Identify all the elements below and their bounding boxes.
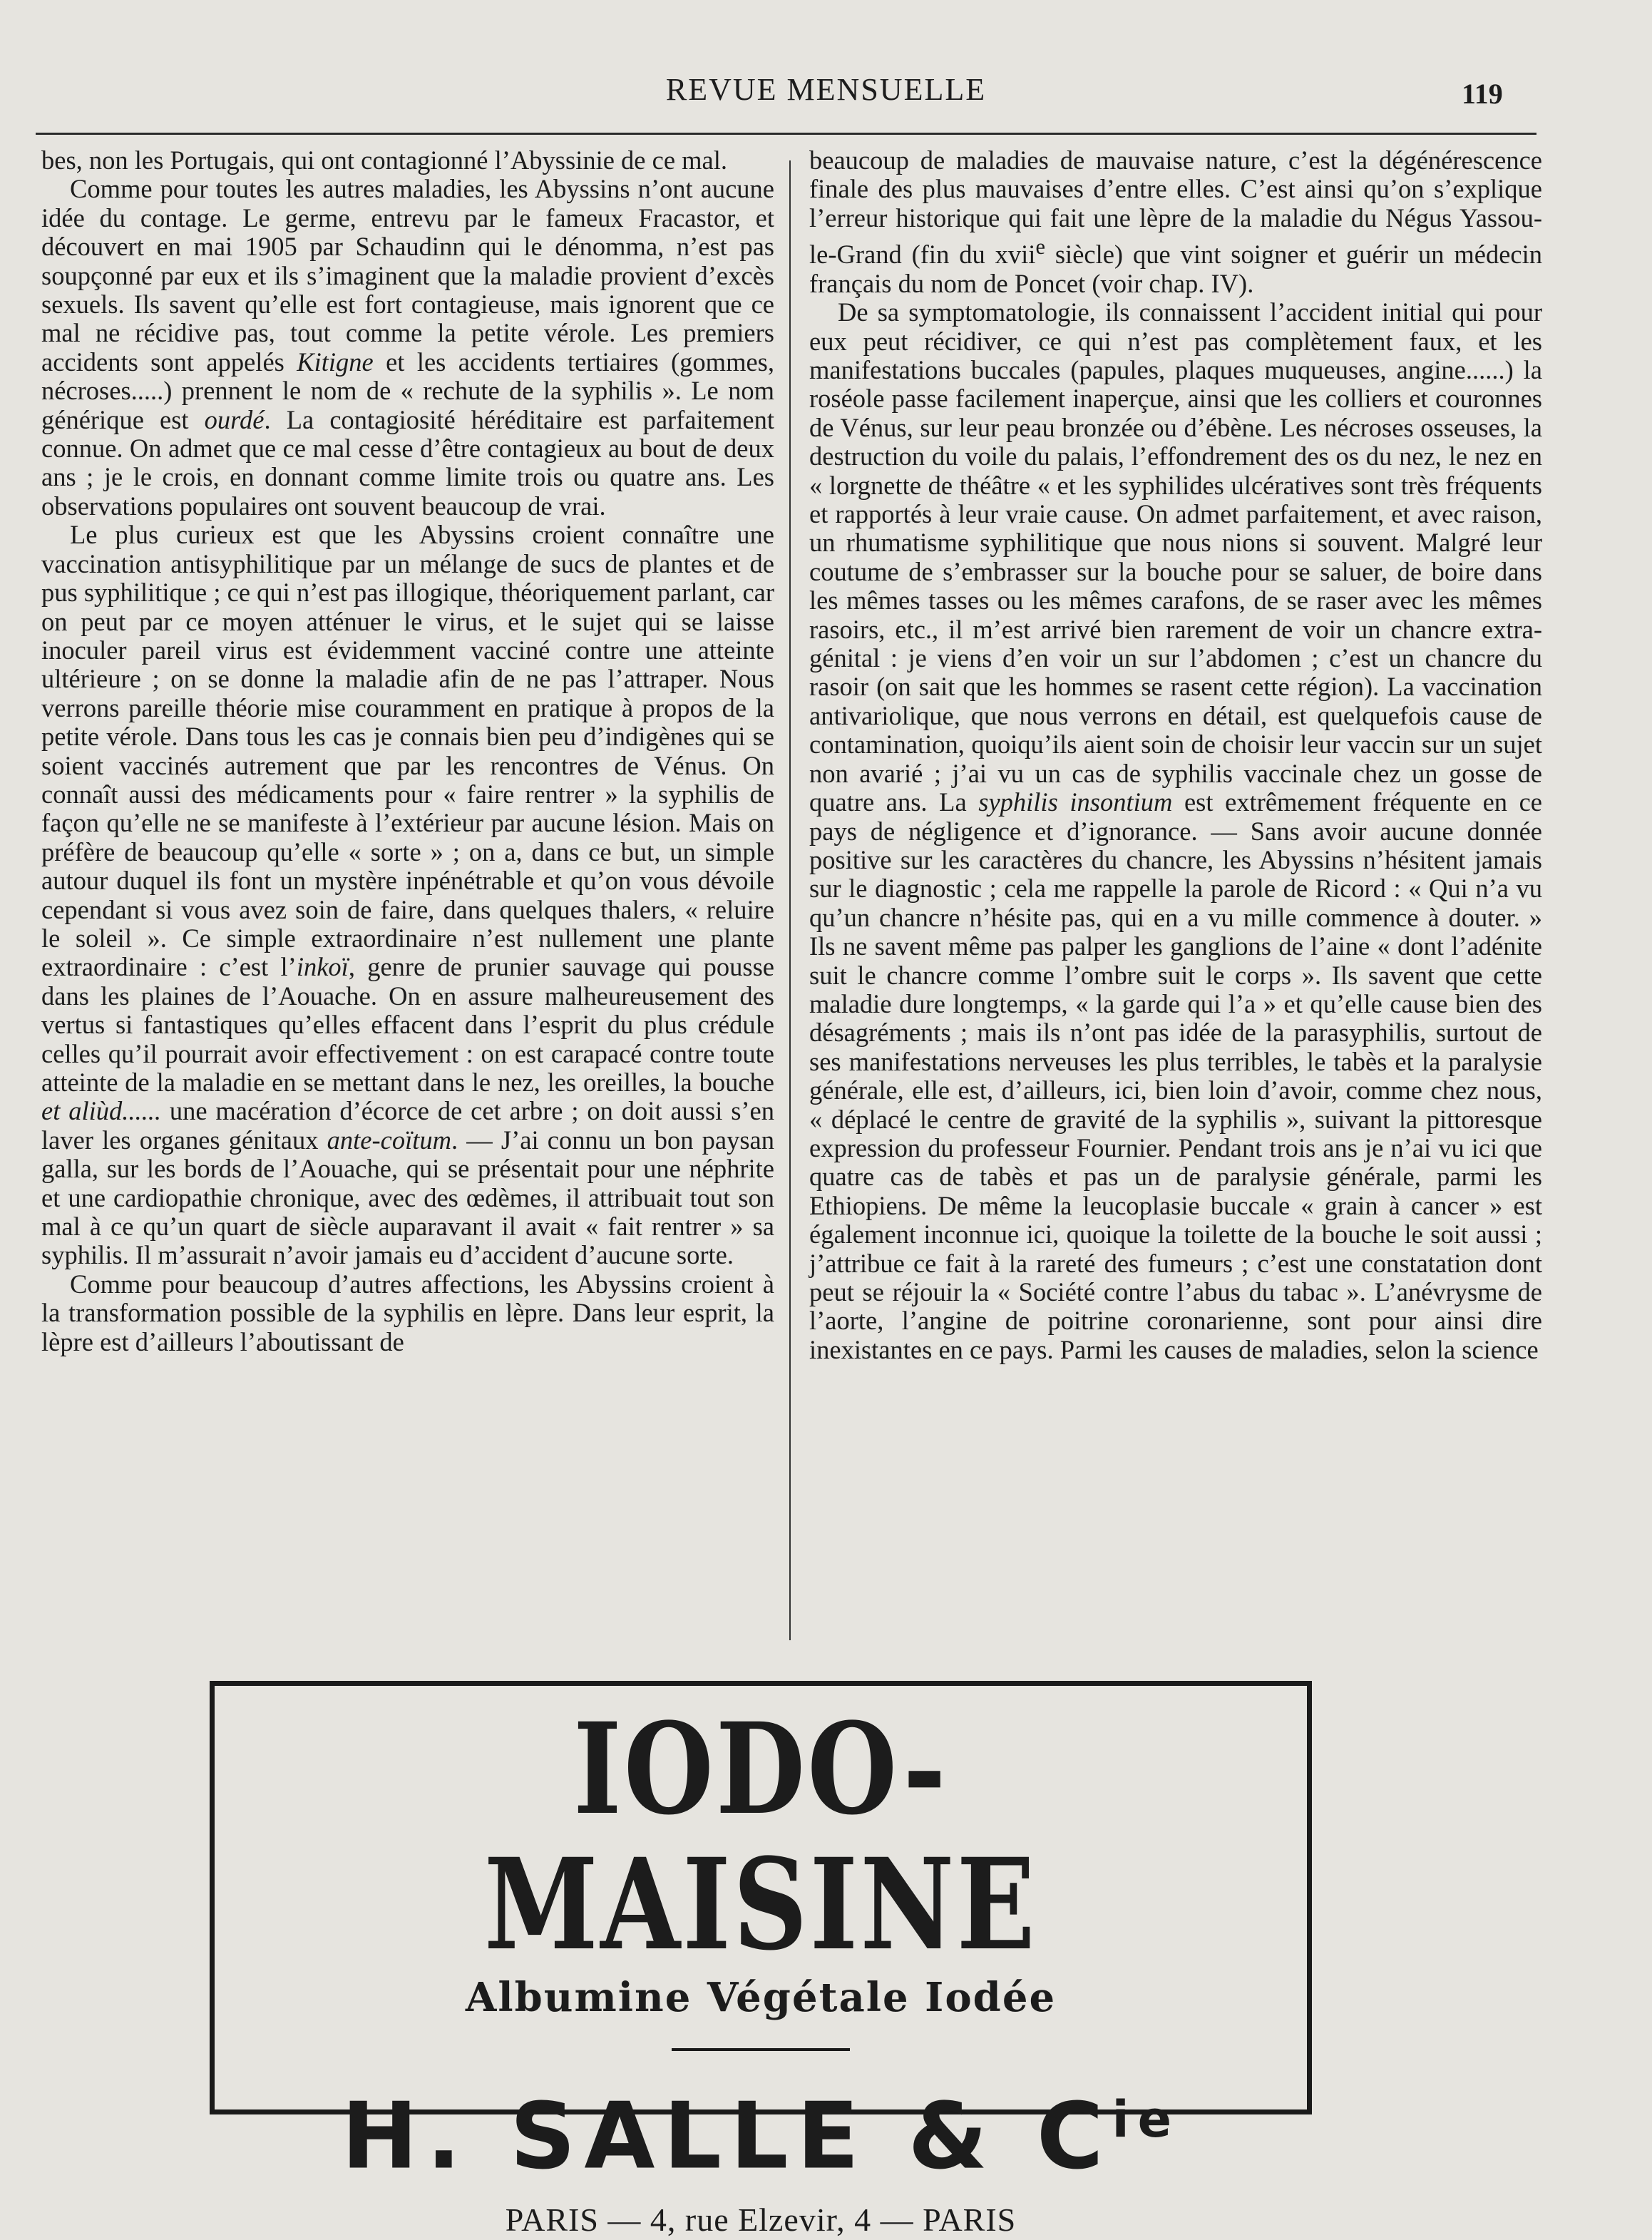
left-column bbox=[41, 146, 774, 1356]
italic-term: ourdé bbox=[204, 404, 265, 434]
century-superscript: e bbox=[1035, 235, 1045, 260]
paragraph bbox=[41, 146, 774, 175]
paragraph bbox=[809, 298, 1542, 1364]
paragraph-text: . La contagiosité héréditaire est parfaitement connue. On admet que ce mal cesse d’être contagieux au bout de deux ans ; je le crois, en donnant comme limite trois ou quatre ans. Les observations populaires ont souvent beaucoup de vrai. bbox=[41, 404, 775, 521]
paragraph bbox=[41, 175, 774, 521]
paragraph bbox=[41, 1270, 774, 1356]
century-numeral: xvii bbox=[995, 240, 1036, 270]
paragraph-text: Comme pour toutes les autres maladies, les Abyssins n’ont aucune idée du contage. Le germe, entrevu par le fameux Fracastor, et découvert en mai 1905 par Schaudinn qui le dénomma, n’est pas soupçonné par eux et ils s’imaginent que la maladie provient d’excès sexuels. Ils savent qu’elle est fort contagieuse, mais ignorent que ce mal ne récidive pas, tout comme la petite vérole. Les premiers accidents sont appelés bbox=[41, 174, 774, 377]
paragraph-text: Le plus curieux est que les Abyssins croient connaître une vaccination antisyphilitique par un mélange de sucs de plantes et de pus syphilitique ; ce qui n’est pas illogique, théoriquement parlant, car on peut par ce moyen atténuer le virus, et le sujet qui se laisse inoculer pareil virus est évidemment vacciné contre une atteinte ultérieure ; on se donne la maladie afin de ne pas l’attraper. Nous verrons pareille théorie mise couramment en pratique à propos de la petite vérole. Dans tous les cas je connais bien peu d’indigènes qui se soient vaccinés autrement que par les rencontres de Vénus. On connaît aussi des médicaments pour « faire rentrer » la syphilis de façon qu’elle ne se manifeste à l’extérieur par aucune lésion. Mais on préfère de beaucoup qu’elle « sorte » ; on a, dans ce but, un simple autour duquel ils font un mystère inpénétrable et qu’on vous dévoile cependant si vous avez soin de faire, dans quelques thalers, « reluire le soleil ». Ce simple extraordinaire n’est nullement une plante extraordinaire : c’est l’ bbox=[41, 520, 774, 982]
paragraph-text: beaucoup de maladies de mauvaise nature, c’est la dégénérescence finale des plus mauvaises d’entre elles. C’est ainsi qu’on s’explique l’erreur historique qui fait une lèpre de la maladie du Négus Yassou-le-Grand (fin du bbox=[809, 145, 1542, 270]
ad-brand-title: IODO-MAISINE bbox=[484, 1695, 1037, 1978]
italic-term: Kitigne bbox=[297, 347, 374, 377]
paragraph-text: siècle) que vint soigner et guérir un médecin français du nom de Poncet (voir chap. IV). bbox=[809, 240, 1542, 298]
paragraph-text: une macération d’écorce de cet arbre ; on doit aussi s’en laver les organes génitaux bbox=[41, 1096, 774, 1155]
paragraph-text: est extrêmement fréquente en ce pays de négligence et d’ignorance. — Sans avoir aucune donnée positive sur les caractères du chancre, les Abyssins n’hésitent jamais sur le diagnostic ; cela me rappelle la parole de Ricord : « Qui n’a vu qu’un chancre n’hésite pas, qui en a vu mille commence à douter. » Ils ne savent même pas palper les ganglions de l’aine « dont l’adénite suit le chancre comme l’ombre suit le corps ». Ils savent que cette maladie dure longtemps, « la garde qui l’a » et qu’elle cause bien des désagréments ; mais ils n’ont pas idée de la parasyphilis, surtout de ses manifestations nerveuses les plus terribles, le tabès et la paralysie générale, elle est, d’ailleurs, ici, bien loin d’avoir, comme chez nous, « déplacé le centre de gravité de la syphilis », suivant la pittoresque expression du professeur Fournier. Pendant trois ans je n’ai vu ici que quatre cas de tabès et pas un de paralysie générale, parmi les Ethiopiens. De même la leucoplasie buccale « grain à cancer » est également inconnue ici, quoique la toilette de la bouche le soit aussi ; j’attribue ce fait à la rareté des fumeurs ; c’est une constatation dont peut se réjouir la « Société contre l’abus du tabac ». L’anévrysme de l’aorte, l’angine de poitrine coronarienne, sont pour ainsi dire inexistantes en ce pays. Parmi les causes de maladies, selon la science bbox=[809, 787, 1543, 1364]
ad-subtitle: Albumine Végétale Iodée bbox=[465, 1974, 1057, 2021]
paragraph-text: bes, non les Portugais, qui ont contagionné l’Abyssinie de ce mal. bbox=[41, 145, 728, 175]
advertisement-box bbox=[210, 1681, 1312, 2238]
italic-term: inkoï bbox=[296, 952, 349, 982]
paragraph-text: Comme pour beaucoup d’autres affections, les Abyssins croient à la transformation possible de la syphilis en lèpre. Dans leur esprit, la lèpre est d’ailleurs l’aboutissant de bbox=[41, 1269, 774, 1356]
right-column bbox=[809, 146, 1542, 1364]
paragraph-text: , genre de prunier sauvage qui pousse dans les plaines de l’Aouache. On en assure malheureusement des vertus si fantastiques qu’elles effacent dans l’esprit du plus crédule celles qu’il pourrait avoir effectivement : on est carapacé contre toute atteinte de la maladie en se mettant dans le nez, les oreilles, la bouche bbox=[41, 952, 774, 1097]
italic-term: ante-coïtum bbox=[327, 1125, 451, 1155]
page-number: 119 bbox=[1462, 78, 1503, 110]
paragraph-text: et les accidents tertiaires (gommes, nécroses.....) prennent le nom de « rechute de la syphilis ». Le nom générique est bbox=[41, 347, 774, 434]
ad-divider bbox=[672, 2048, 850, 2051]
paragraph bbox=[41, 521, 774, 1270]
italic-term: et aliùd...... bbox=[41, 1096, 161, 1126]
paragraph-text: . — J’ai connu un bon paysan galla, sur les bords de l’Aouache, qui se présentait pour une néphrite et une cardiopathie chronique, avec des œdèmes, il attribuait tout son mal à ce qu’un quart de siècle auparavant il avait « fait rentrer » sa syphilis. Il m’assurait n’avoir jamais eu d’accident d’aucune sorte. bbox=[41, 1125, 775, 1270]
ad-company-superscript: ie bbox=[1112, 2090, 1181, 2149]
paragraph-text: De sa symptomatologie, ils connaissent l’accident initial qui pour eux peut récidiver, ce qui n’est pas complètement faux, et les manifestations buccales (papules, plaques muqueuses, angine......) la roséole passe facilement inaperçue, ainsi que les colliers et couronnes de Vénus, sur leur peau bronzée ou d’ébène. Les nécroses osseuses, la destruction du voile du palais, l’effondrement des os du nez, le nez en « lorgnette de théâtre « et les syphilides ulcératives sont très fréquents et rapportés à leur vraie cause. On admet parfaitement, et avec raison, un rhumatisme syphilitique que nous nions si souvent. Malgré leur coutume de s’embrasser sur la bouche pour se saluer, de boire dans les mêmes tasses ou les mêmes carafons, de se raser avec les mêmes rasoirs, etc., il m’est arrivé bien rarement de voir un chancre extra-génital : je viens d’en voir un sur l’abdomen ; c’est un chancre du rasoir (on sait que les hommes se rasent cette région). La vaccination antivariolique, que nous verrons en détail, est quelquefois cause de contamination, quoiqu’ils aient soin de choisir leur vaccin sur un sujet non avarié ; j’ai vu un cas de syphilis vaccinale chez un gosse de quatre ans. La bbox=[809, 297, 1542, 817]
italic-term: syphilis insontium bbox=[978, 787, 1173, 817]
paragraph bbox=[809, 146, 1542, 298]
running-header-title: REVUE MENSUELLE bbox=[665, 72, 987, 107]
column-divider bbox=[789, 160, 791, 1640]
header-rule bbox=[36, 133, 1536, 135]
ad-company-main: H. SALLE & C bbox=[341, 2083, 1112, 2190]
ad-address: PARIS — 4, rue Elzevir, 4 — PARIS bbox=[505, 2201, 1017, 2238]
ad-company-name bbox=[215, 2070, 1307, 2190]
